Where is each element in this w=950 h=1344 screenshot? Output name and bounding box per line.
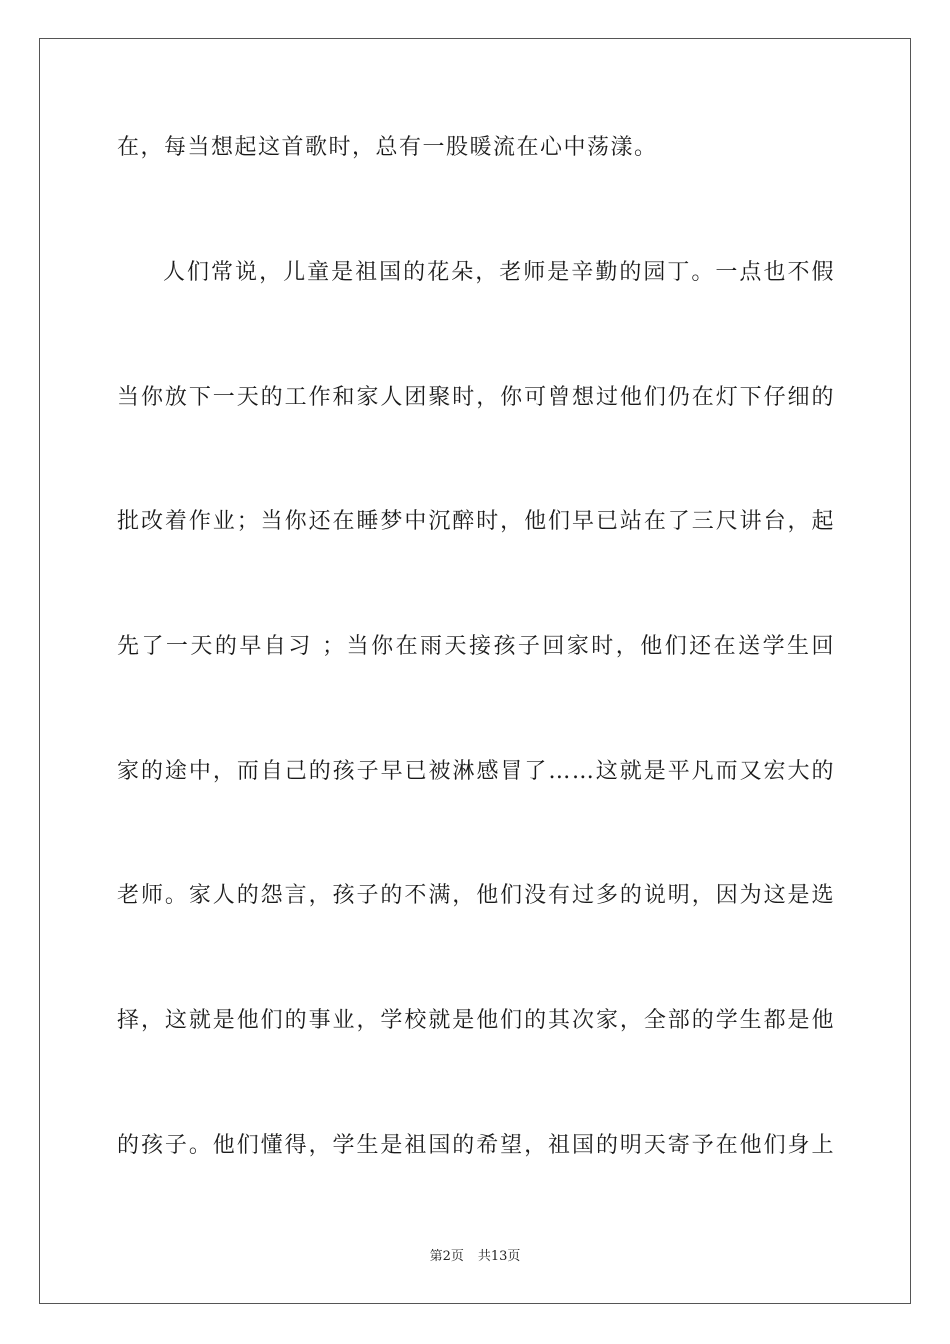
body-text-line: 家的途中，而自己的孩子早已被淋感冒了……这就是平凡而又宏大的 xyxy=(117,759,835,784)
page-total: 共13页 xyxy=(477,1249,521,1264)
body-text-line: 的孩子。他们懂得，学生是祖国的希望，祖国的明天寄予在他们身上 xyxy=(117,1133,835,1158)
body-text-line: 老师。家人的怨言，孩子的不满，他们没有过多的说明，因为这是选 xyxy=(117,883,835,908)
body-text-line: 人们常说，儿童是祖国的花朵，老师是辛勤的园丁。一点也不假 xyxy=(163,260,835,285)
body-text-line: 择，这就是他们的事业，学校就是他们的其次家，全部的学生都是他 xyxy=(117,1008,835,1033)
body-text-line: 在，每当想起这首歌时，总有一股暖流在心中荡漾。 xyxy=(117,135,658,160)
page-number: 第2页 xyxy=(429,1249,464,1264)
body-text-line: 先了一天的早自习 ；当你在雨天接孩子回家时，他们还在送学生回 xyxy=(117,634,835,659)
body-text-line: 批改着作业；当你还在睡梦中沉醉时，他们早已站在了三尺讲台，起 xyxy=(117,509,835,534)
body-text-line: 当你放下一天的工作和家人团聚时，你可曾想过他们仍在灯下仔细的 xyxy=(117,385,835,410)
page-footer xyxy=(0,1248,950,1266)
page-frame xyxy=(39,38,911,1304)
